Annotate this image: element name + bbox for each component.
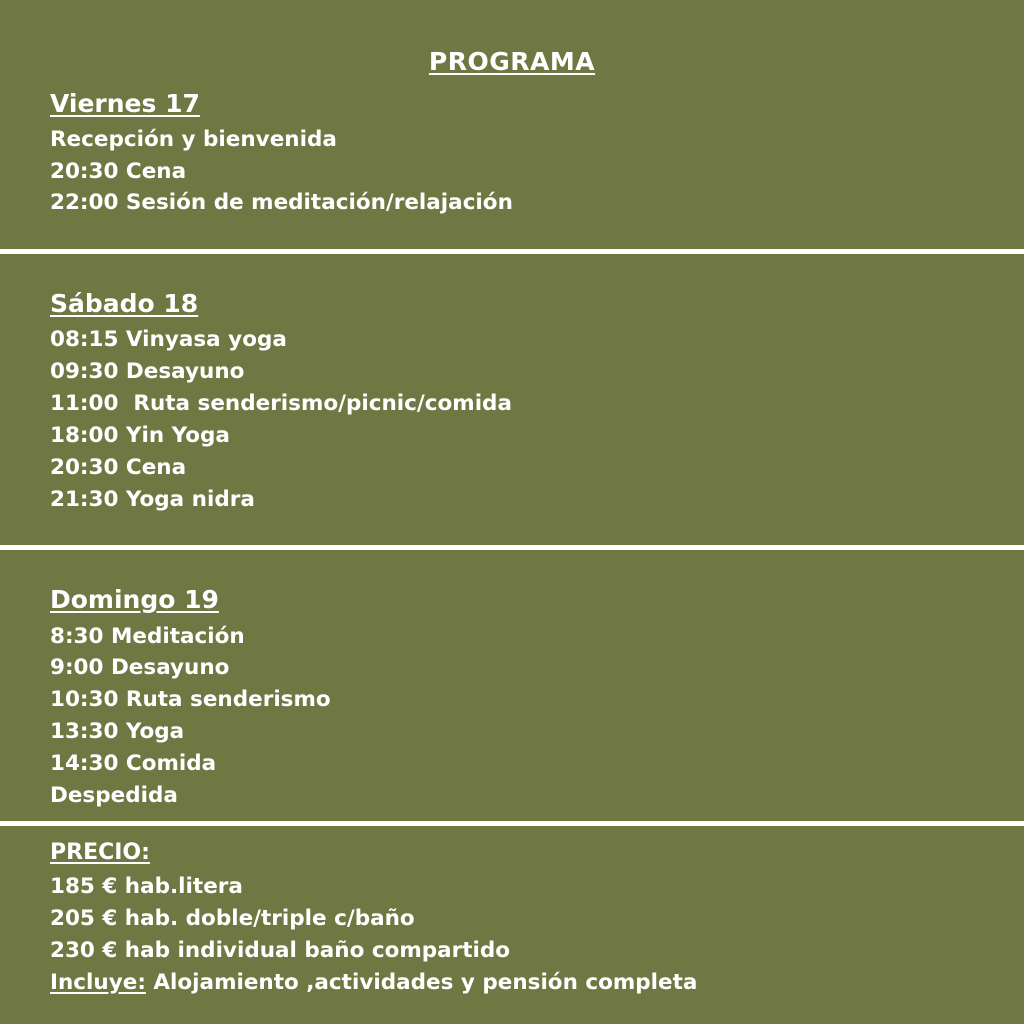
day-heading-saturday: Sábado 18 [50,289,199,319]
spacer [0,550,1024,584]
spacer [0,811,1024,821]
page-title: PROGRAMA [428,47,596,76]
schedule-line: 10:30 Ruta senderismo [50,687,331,713]
spacer [0,826,1024,836]
includes-text: Alojamiento ,actividades y pensión completa [145,969,698,995]
spacer [0,515,1024,545]
schedule-line: 08:15 Vinyasa yoga [50,327,287,353]
price-line: 205 € hab. doble/triple c/baño [50,906,415,932]
section-friday [0,76,1024,220]
section-saturday [0,288,1024,515]
schedule-line: 20:30 Cena [50,454,187,480]
price-line: 185 € hab.litera [50,874,243,900]
schedule-line: 20:30 Cena [50,158,187,184]
schedule-line: 8:30 Meditación [50,623,245,649]
includes-line [50,967,1024,999]
schedule-line: 14:30 Comida [50,750,217,776]
day-heading-friday: Viernes 17 [50,88,200,118]
section-sunday [0,584,1024,811]
day-heading-sunday: Domingo 19 [50,585,219,615]
schedule-line: 22:00 Sesión de meditación/relajación [50,190,513,216]
schedule-line: 13:30 Yoga [50,719,185,744]
spacer [0,254,1024,288]
schedule-line: 18:00 Yin Yoga [50,422,230,448]
schedule-line: Recepción y bienvenida [50,126,337,152]
spacer [0,219,1024,249]
price-line: 230 € hab individual baño compartido [50,938,511,964]
schedule-line: 9:00 Desayuno [50,655,230,681]
schedule-line: Despedida [50,782,178,808]
schedule-line: 09:30 Desayuno [50,359,245,385]
section-price [0,836,1024,998]
price-label: PRECIO: [50,840,150,866]
schedule-line: 21:30 Yoga nidra [50,486,255,512]
includes-label: Incluye: [50,969,146,995]
schedule-line: 11:00 Ruta senderismo/picnic/comida [50,391,512,417]
